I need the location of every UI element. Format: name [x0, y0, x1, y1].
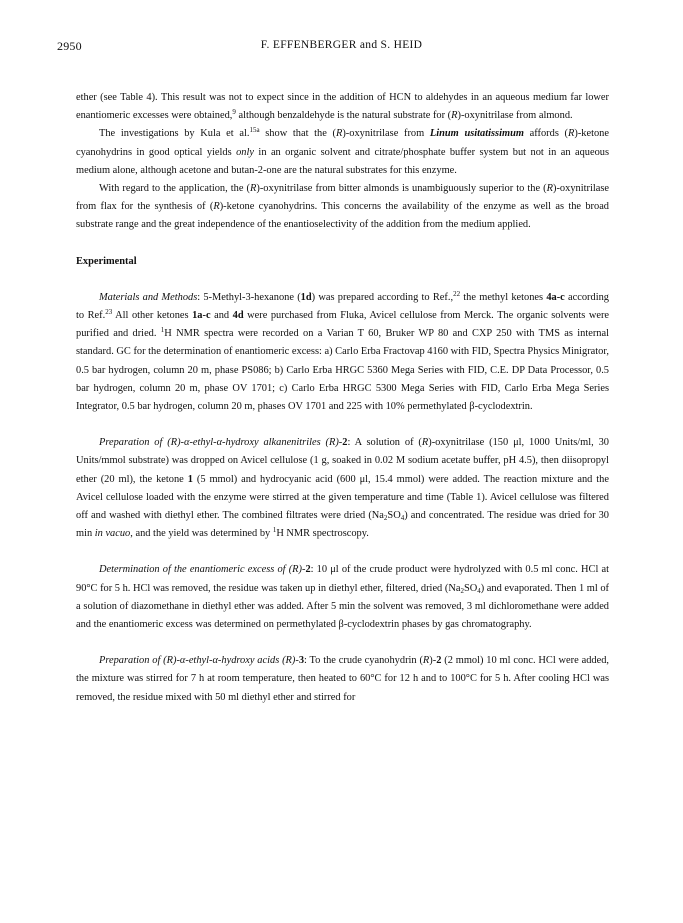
paragraph-preparation-acids: Preparation of (R)-α-ethyl-α-hydroxy acids (R)-3: To the crude cyanohydrin (R)-2 (2 mmol) 10 ml conc. HCl were added, the mixture was stirred for 7 h at room temperature, then heated to 60°C for 12 h and to 100°C for 5 h. After cooling HCl was removed, the residue mixed with 50 ml diethyl ether and stirred for — [76, 655, 609, 703]
spacer — [76, 271, 609, 289]
paragraph-enantiomeric-excess: Determination of the enantiomeric excess of (R)-2: 10 μl of the crude product were hydrolyzed with 0.5 ml conc. HCl at 90°C for 5 h. HCl was removed, the residue was taken up in diethyl ether, filtered, dried $(Na_2SO_4)$ and evaporated. Then 1 ml of a solution of diazomethane in diethyl ether was added. After 5 min the solvent was removed, 3 ml dichloromethane were added and the enantiomeric excess was determined on permethylated β-cyclodextrin phases by gas chromatography. — [76, 564, 609, 631]
paragraph-application: With regard to the application, the (R)-oxynitrilase from bitter almonds is unambiguously superior to the (R)-oxynitrilase from flax for the synthesis of (R)-ketone cyanohydrins. This concerns the availability of the enzyme as well as the broad substrate range and the great independence of the enantioselectivity of the addition from the medium applied. — [76, 183, 609, 231]
spacer — [76, 235, 609, 253]
spacer — [76, 634, 609, 652]
body-text — [76, 89, 609, 707]
paragraph-materials: Materials and Methods: 5-Methyl-3-hexanone (1d) was prepared according to Ref.,$^{22}$ the methyl ketones 4a-c according to Ref.$^{23}$ All other ketones 1a-c and 4d were purchased from Fluka, Avicel cellulose from Merck. The organic solvents were purified and dried. $^1$H NMR spectra were recorded on a Varian T 60, Bruker WP 80 and CXP 250 with TMS as internal standard. GC for the determination of enantiomeric excess: a) Carlo Erba Fractovap 4160 with FID, Spectra Physics Minigrator, 0.5 bar hydrogen, column 20 m, phase PS086; b) Carlo Erba HRGC 5360 Mega Series with FID, C.E. DP Data Processor, 0.5 bar hydrogen, column 20 m, phase OV 1701; c) Carlo Erba HRGC 5300 Mega Series with FID, Carlo Erba Mega Series Integrator, 0.5 bar hydrogen, column 20 m, phases OV 1701 and 225 with 10% permethylated β-cyclodextrin. — [76, 289, 610, 413]
paragraph-preparation-nitriles: Preparation of (R)-α-ethyl-α-hydroxy alkanenitriles (R)-2: A solution of (R)-oxynitrilase (150 μl, 1000 Units/ml, 30 Units/mmol substrate) was dropped on Avicel cellulose (1 g, soaked in 0.02 M sodium acetate buffer, pH 4.5), then diisopropyl ether (20 ml), the ketone 1 (5 mmol) and hydrocyanic acid (600 μl, 15.4 mmol) were added. The reaction mixture and the Avicel cellulose loaded with the enzyme were stirred at the given temperature and time (Table 1). Avicel cellulose was filtered off and washed with diethyl ether. The combined filtrates were dried $(Na_2SO_4)$ and concentrated. The residue was dried for 30 min in vacuo, and the yield was determined by $^1$H NMR spectroscopy. — [76, 437, 610, 540]
spacer — [76, 416, 609, 434]
running-head: F. EFFENBERGER and S. HEID — [260, 39, 423, 51]
spacer — [76, 543, 609, 561]
section-heading-experimental: Experimental — [76, 255, 137, 267]
paragraph-kula: The investigations by Kula et al.$^{15a}$ show that the (R)-oxynitrilase from Linum usitatissimum affords (R)-ketone cyanohydrins in good optical yields only in an organic solvent and citrate/phosphate buffer system but not in an aqueous medium alone, although acetone and butan-2-one are the natural substrates for this enzyme. — [76, 126, 610, 176]
page-number: 2950 — [57, 39, 82, 53]
paragraph-continuation: ether (see Table 4). This result was not to expect since in the addition of HCN to aldehydes in an aqueous medium far lower enantiomeric excesses were obtained,$^9$ although benzaldehyde is the natural substrate for (R)-oxynitrilase from almond. — [76, 92, 609, 122]
